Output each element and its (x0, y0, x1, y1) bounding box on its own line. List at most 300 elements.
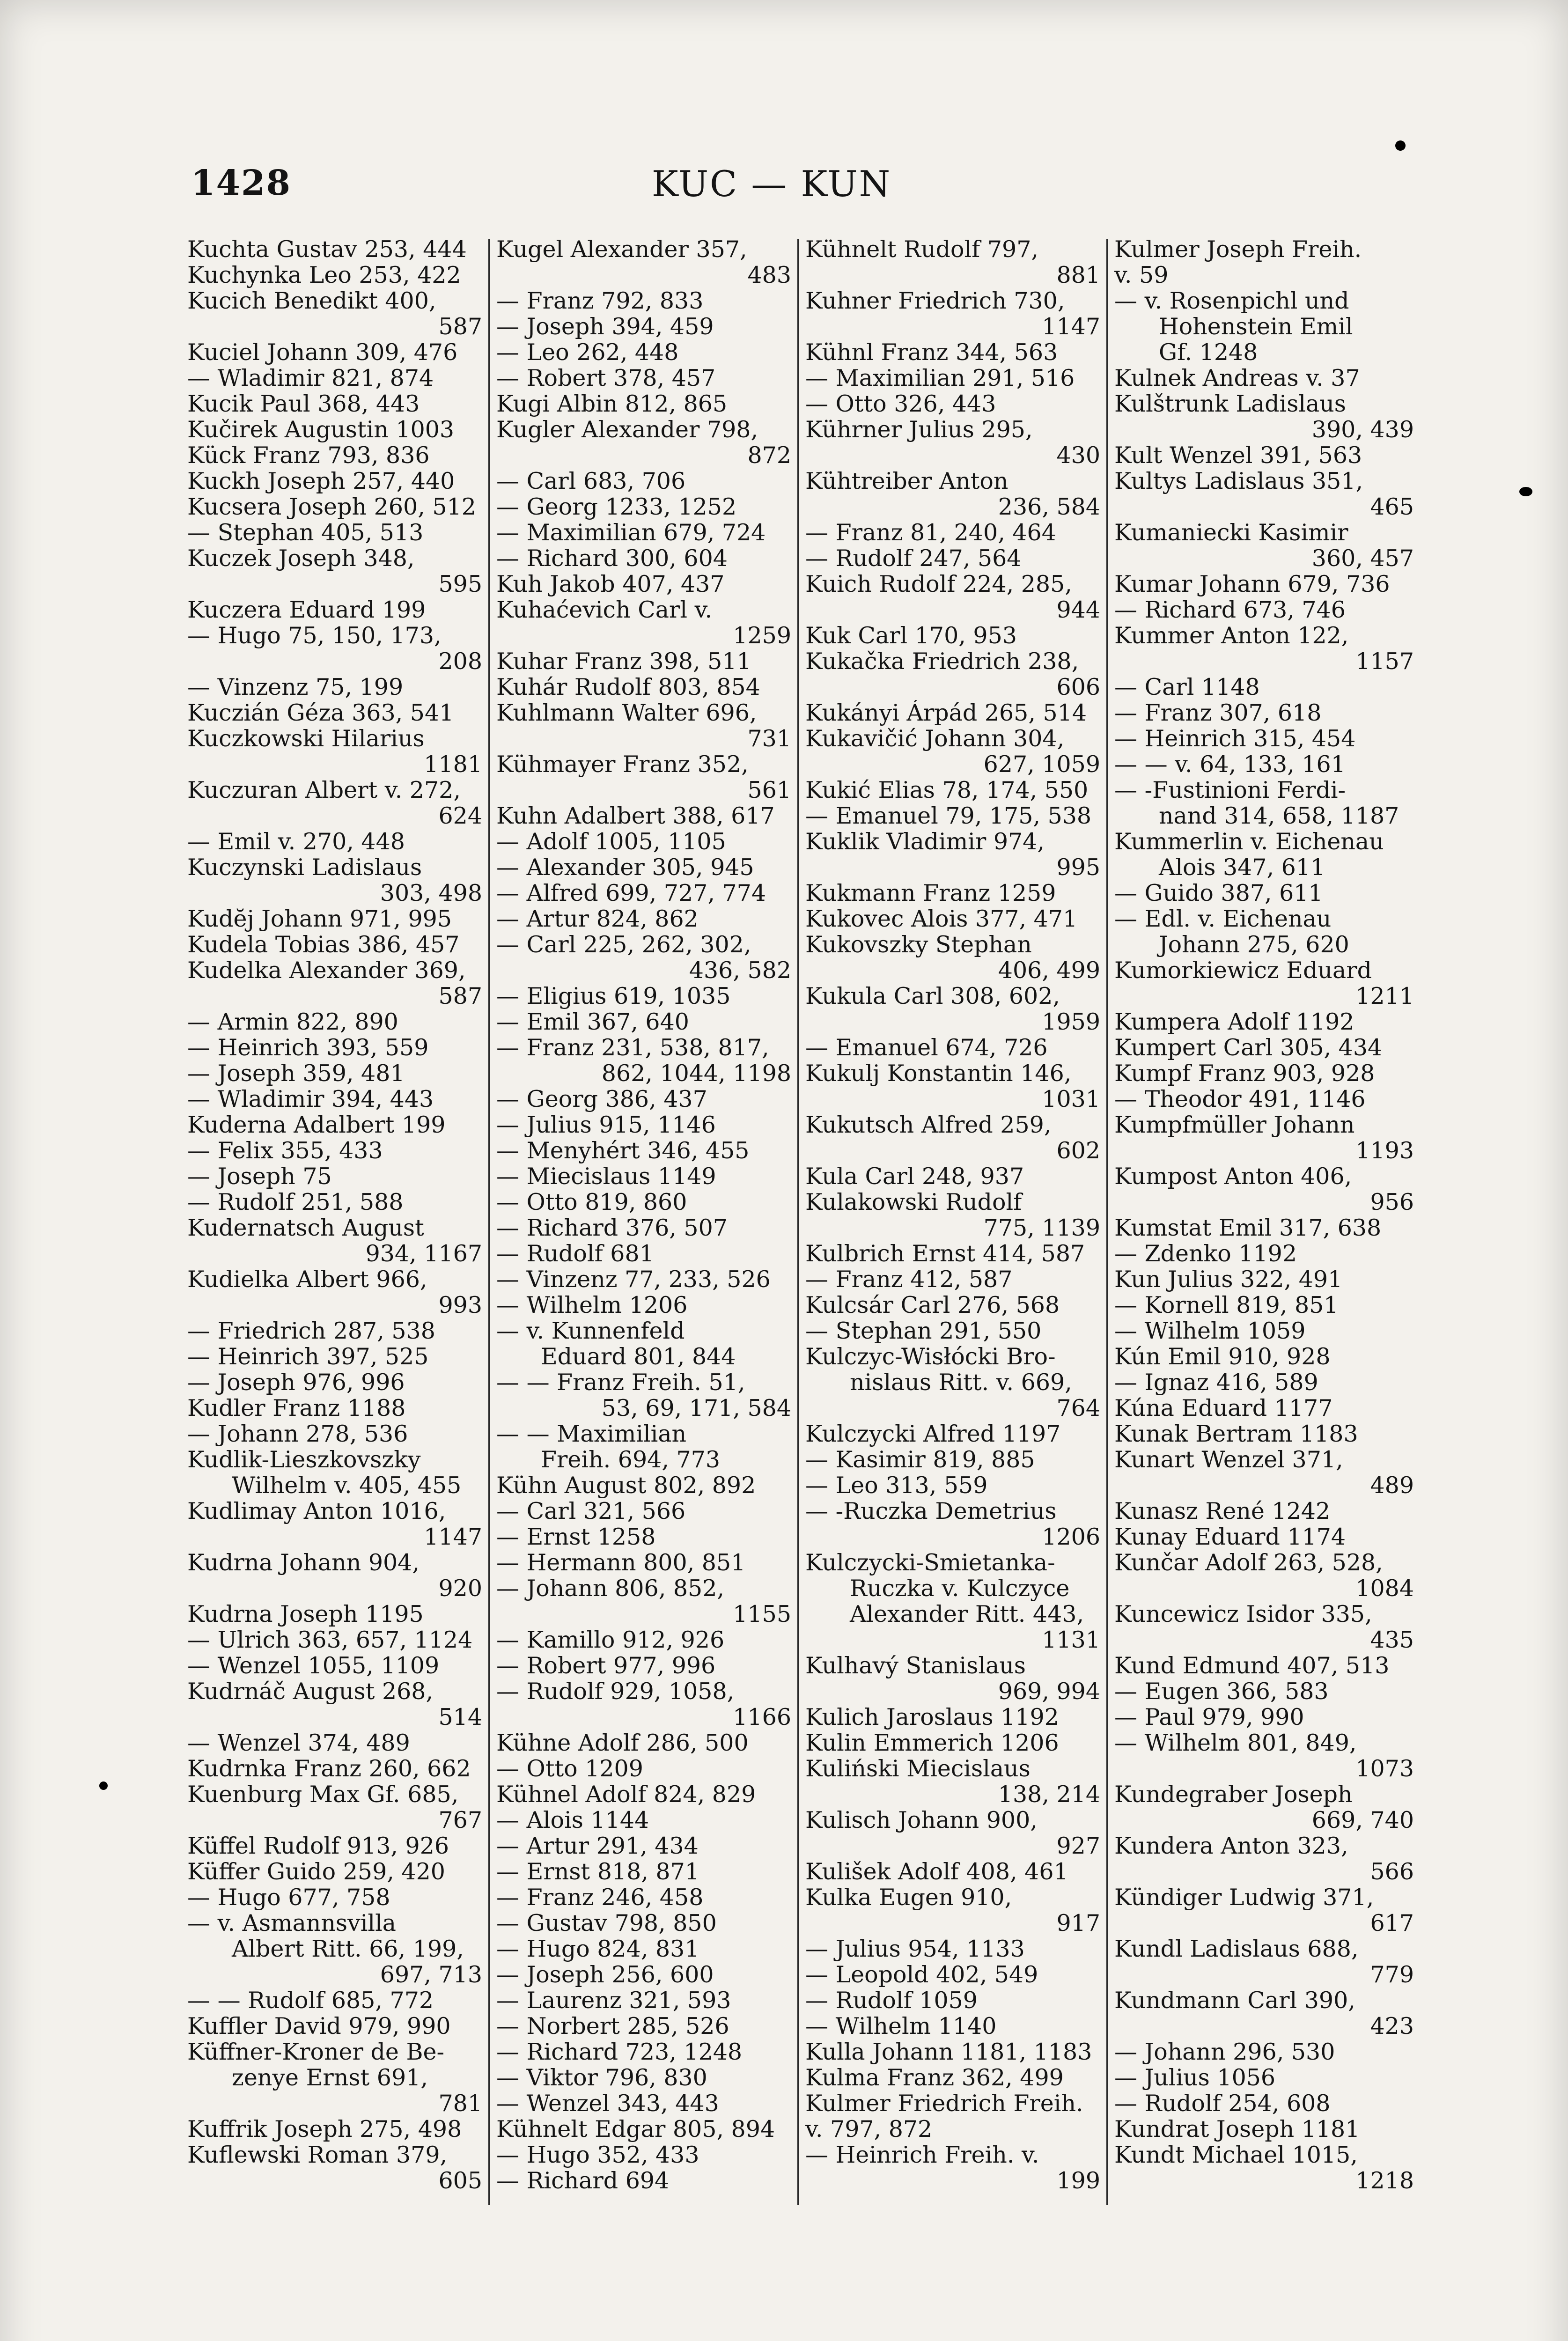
index-entry: — -Ruczka Demetrius (805, 1498, 1057, 1524)
index-entry: Kudlimay Anton 1016, (187, 1498, 446, 1524)
index-entry: Kudrnáč August 268, (187, 1678, 434, 1704)
index-entry: 602 (1056, 1138, 1100, 1163)
index-entry: — Maximilian 291, 516 (805, 365, 1075, 391)
index-entry: — — Franz Freih. 51, (496, 1369, 745, 1395)
index-entry: — Emanuel 79, 175, 538 (805, 803, 1092, 829)
index-entry: Kun Julius 322, 491 (1114, 1266, 1343, 1292)
index-entry: 423 (1370, 2013, 1414, 2039)
index-entry: — Joseph 394, 459 (496, 314, 714, 339)
index-entry: 406, 499 (998, 957, 1100, 983)
index-entry: Küffner-Kroner de Be- (187, 2039, 445, 2065)
index-entry: — Artur 291, 434 (496, 1833, 699, 1859)
index-entry: — Julius 1056 (1114, 2065, 1276, 2091)
index-entry: Kudler Franz 1188 (187, 1395, 406, 1421)
index-entry: 1193 (1355, 1138, 1414, 1163)
index-entry: — Leo 262, 448 (496, 339, 679, 365)
index-entry: 627, 1059 (983, 751, 1100, 777)
index-entry: — Armin 822, 890 (187, 1009, 398, 1035)
column-3 (805, 236, 1100, 2222)
index-entry: 881 (1056, 262, 1100, 288)
index-entry: 872 (747, 442, 791, 468)
index-entry: nand 314, 658, 1187 (1159, 803, 1399, 829)
index-entry: — — Rudolf 685, 772 (187, 1988, 434, 2013)
index-entry: — Guido 387, 611 (1114, 880, 1323, 906)
index-entry: — v. Kunnenfeld (496, 1318, 685, 1344)
index-entry: Kudrna Johann 904, (187, 1550, 420, 1575)
index-entry: — Wladimir 821, 874 (187, 365, 434, 391)
index-entry: — Stephan 405, 513 (187, 520, 424, 545)
index-entry: — Franz 231, 538, 817, (496, 1035, 769, 1060)
index-entry: — Adolf 1005, 1105 (496, 829, 726, 854)
index-entry: — Franz 246, 458 (496, 1885, 704, 1910)
index-entry: — Carl 225, 262, 302, (496, 932, 751, 957)
index-entry: 669, 740 (1311, 1807, 1414, 1833)
index-entry: Kugi Albin 812, 865 (496, 391, 728, 417)
index-entry: Kuczkowski Hilarius (187, 726, 425, 751)
index-entry: Kulišek Adolf 408, 461 (805, 1859, 1068, 1885)
index-entry: Kuk Carl 170, 953 (805, 623, 1017, 648)
index-entry: Kulcsár Carl 276, 568 (805, 1292, 1060, 1318)
index-entry: — Ignaz 416, 589 (1114, 1369, 1318, 1395)
index-entry: — Alexander 305, 945 (496, 854, 754, 880)
index-entry: Alexander Ritt. 443, (850, 1601, 1084, 1627)
index-entry: Kuczek Joseph 348, (187, 545, 415, 571)
index-entry: — Heinrich 315, 454 (1114, 726, 1356, 751)
index-entry: Kulisch Johann 900, (805, 1807, 1038, 1833)
index-entry: Kudrnka Franz 260, 662 (187, 1756, 471, 1782)
index-entry: Kundegraber Joseph (1114, 1782, 1353, 1807)
index-entry: — Eligius 619, 1035 (496, 983, 731, 1009)
index-entry: Kučirek Augustin 1003 (187, 417, 455, 442)
index-entry: Kuflewski Roman 379, (187, 2142, 448, 2168)
index-entry: — Robert 378, 457 (496, 365, 716, 391)
index-entry: — Georg 1233, 1252 (496, 494, 737, 520)
index-entry: Kudielka Albert 966, (187, 1266, 427, 1292)
index-entry: — Carl 683, 706 (496, 468, 686, 494)
index-entry: — Wilhelm 801, 849, (1114, 1730, 1357, 1756)
index-entry: 920 (438, 1575, 482, 1601)
index-entry: — Otto 819, 860 (496, 1189, 687, 1215)
index-entry: 1131 (1042, 1627, 1100, 1653)
index-entry: — Kornell 819, 851 (1114, 1292, 1339, 1318)
index-entry: — Norbert 285, 526 (496, 2013, 729, 2039)
index-entry: Kukić Elias 78, 174, 550 (805, 777, 1089, 803)
index-entry: Kühnelt Rudolf 797, (805, 236, 1038, 262)
index-entry: — Emil v. 270, 448 (187, 829, 405, 854)
index-entry: Kuchta Gustav 253, 444 (187, 236, 467, 262)
index-entry: Freih. 694, 773 (541, 1447, 721, 1472)
index-entry: — Wilhelm 1140 (805, 2013, 997, 2039)
index-entry: — Kamillo 912, 926 (496, 1627, 725, 1653)
index-entry: 1084 (1355, 1575, 1414, 1601)
index-entry: Kundt Michael 1015, (1114, 2142, 1358, 2168)
index-entry: zenye Ernst 691, (232, 2065, 428, 2091)
index-entry: — Alfred 699, 727, 774 (496, 880, 766, 906)
index-entry: 1166 (733, 1704, 791, 1730)
column-4 (1114, 236, 1414, 2222)
index-entry: Kucsera Joseph 260, 512 (187, 494, 476, 520)
index-entry: 430 (1056, 442, 1100, 468)
index-entry: Alois 347, 611 (1159, 854, 1325, 880)
index-entry: Kugel Alexander 357, (496, 236, 747, 262)
index-entry: Kuhlmann Walter 696, (496, 700, 757, 726)
index-entry: Kuczián Géza 363, 541 (187, 700, 454, 726)
index-entry: 934, 1167 (365, 1241, 482, 1266)
index-entry: 993 (438, 1292, 482, 1318)
index-entry: — Joseph 256, 600 (496, 1962, 714, 1988)
index-entry: — Carl 321, 566 (496, 1498, 686, 1524)
index-entry: Kudelka Alexander 369, (187, 957, 466, 983)
index-entry: 995 (1056, 854, 1100, 880)
index-entry: 1218 (1355, 2168, 1414, 2194)
index-entry: Kumaniecki Kasimir (1114, 520, 1348, 545)
index-entry: Kulmer Joseph Freih. (1114, 236, 1362, 262)
index-entry: Kudrna Joseph 1195 (187, 1601, 424, 1627)
index-entry: Kuczynski Ladislaus (187, 854, 422, 880)
index-entry: — Wilhelm 1206 (496, 1292, 688, 1318)
index-entry: — Ernst 818, 871 (496, 1859, 699, 1885)
index-entry: 138, 214 (998, 1782, 1100, 1807)
index-entry: Kulin Emmerich 1206 (805, 1730, 1059, 1756)
index-entry: 862, 1044, 1198 (601, 1060, 791, 1086)
index-entry: Kugler Alexander 798, (496, 417, 758, 442)
index-entry: Kunay Eduard 1174 (1114, 1524, 1346, 1550)
index-entry: — Wenzel 1055, 1109 (187, 1653, 440, 1678)
index-entry: Kulhavý Stanislaus (805, 1653, 1026, 1678)
column-2 (496, 236, 791, 2222)
index-entry: 764 (1056, 1395, 1100, 1421)
index-entry: — Laurenz 321, 593 (496, 1988, 731, 2013)
index-entry: — Artur 824, 862 (496, 906, 699, 932)
index-entry: — Richard 673, 746 (1114, 597, 1346, 623)
index-entry: — Hugo 677, 758 (187, 1885, 390, 1910)
index-entry: — Wenzel 374, 489 (187, 1730, 410, 1756)
index-entry: Kühnl Franz 344, 563 (805, 339, 1058, 365)
index-entry: 767 (438, 1807, 482, 1833)
index-entry: Kudela Tobias 386, 457 (187, 932, 460, 957)
index-entry: 435 (1370, 1627, 1414, 1653)
index-entry: Kühmayer Franz 352, (496, 751, 749, 777)
index-entry: 1073 (1355, 1756, 1414, 1782)
index-entry: Kuczera Eduard 199 (187, 597, 426, 623)
index-entry: Kúna Eduard 1177 (1114, 1395, 1333, 1421)
index-entry: 779 (1370, 1962, 1414, 1988)
running-head: KUC — KUN (651, 163, 892, 205)
index-entry: Kuchynka Leo 253, 422 (187, 262, 461, 288)
index-entry: 566 (1370, 1859, 1414, 1885)
index-entry: 514 (438, 1704, 482, 1730)
index-entry: — Carl 1148 (1114, 674, 1260, 700)
index-entry: — Zdenko 1192 (1114, 1241, 1297, 1266)
index-entry: — — v. 64, 133, 161 (1114, 751, 1346, 777)
index-entry: Kundmann Carl 390, (1114, 1988, 1355, 2013)
index-entry: — Georg 386, 437 (496, 1086, 707, 1112)
index-entry: 927 (1056, 1833, 1100, 1859)
index-entry: Kühnelt Edgar 805, 894 (496, 2116, 775, 2142)
index-entry: — Heinrich 397, 525 (187, 1344, 429, 1369)
index-entry: — Vinzenz 75, 199 (187, 674, 404, 700)
index-entry: — Rudolf 681 (496, 1241, 654, 1266)
index-entry: — Vinzenz 77, 233, 526 (496, 1266, 771, 1292)
index-entry: — Rudolf 251, 588 (187, 1189, 404, 1215)
index-entry: Kuenburg Max Gf. 685, (187, 1782, 459, 1807)
index-entry: — Richard 694 (496, 2168, 670, 2194)
index-entry: Kulczyc-Wisłócki Bro- (805, 1344, 1056, 1369)
index-entry: — Ulrich 363, 657, 1124 (187, 1627, 473, 1653)
index-entry: Kuhner Friedrich 730, (805, 288, 1065, 314)
index-entry: Kumorkiewicz Eduard (1114, 957, 1372, 983)
index-entry: Kuckh Joseph 257, 440 (187, 468, 455, 494)
index-entry: nislaus Ritt. v. 669, (850, 1369, 1072, 1395)
index-entry: Kudernatsch August (187, 1215, 424, 1241)
index-entry: Kukovszky Stephan (805, 932, 1032, 957)
index-entry: Kulbrich Ernst 414, 587 (805, 1241, 1085, 1266)
index-entry: Kult Wenzel 391, 563 (1114, 442, 1362, 468)
index-entry: Kühnel Adolf 824, 829 (496, 1782, 756, 1807)
index-entry: 697, 713 (380, 1962, 482, 1988)
index-entry: — Otto 326, 443 (805, 391, 996, 417)
index-entry: Kühne Adolf 286, 500 (496, 1730, 749, 1756)
index-entry: — Rudolf 254, 608 (1114, 2091, 1331, 2116)
index-entry: Albert Ritt. 66, 199, (232, 1936, 464, 1962)
index-entry: — Paul 979, 990 (1114, 1704, 1304, 1730)
index-entry: 483 (747, 262, 791, 288)
index-entry: 1031 (1042, 1086, 1100, 1112)
index-entry: Kukányi Árpád 265, 514 (805, 700, 1087, 726)
index-entry: Kunart Wenzel 371, (1114, 1447, 1343, 1472)
index-entry: 587 (438, 983, 482, 1009)
index-entry: Kuh Jakob 407, 437 (496, 571, 725, 597)
index-entry: 956 (1370, 1189, 1414, 1215)
index-entry: Kuhar Franz 398, 511 (496, 648, 751, 674)
index-entry: 969, 994 (998, 1678, 1100, 1704)
ink-blot (1519, 487, 1532, 496)
index-entry: Kummer Anton 122, (1114, 623, 1349, 648)
index-entry: Kück Franz 793, 836 (187, 442, 430, 468)
index-entry: 917 (1056, 1910, 1100, 1936)
index-entry: Kuhár Rudolf 803, 854 (496, 674, 760, 700)
index-entry: 605 (438, 2168, 482, 2194)
index-entry: Kulma Franz 362, 499 (805, 2065, 1064, 2091)
index-entry: Küffel Rudolf 913, 926 (187, 1833, 449, 1859)
index-entry: Kuncewicz Isidor 335, (1114, 1601, 1372, 1627)
index-entry: — Leo 313, 559 (805, 1472, 988, 1498)
index-entry: Kukovec Alois 377, 471 (805, 906, 1078, 932)
index-entry: 731 (747, 726, 791, 751)
index-entry: Kumstat Emil 317, 638 (1114, 1215, 1382, 1241)
index-entry: Kucich Benedikt 400, (187, 288, 436, 314)
index-entry: — Rudolf 929, 1058, (496, 1678, 735, 1704)
index-entry: Kulczycki-Smietanka- (805, 1550, 1055, 1575)
page-header (191, 163, 1352, 214)
index-entry: 1157 (1355, 648, 1414, 674)
index-entry: Johann 275, 620 (1159, 932, 1349, 957)
column-rule (1106, 239, 1108, 2205)
index-entry: — — Maximilian (496, 1421, 687, 1447)
index-entry: Kumpf Franz 903, 928 (1114, 1060, 1375, 1086)
index-entry: Kula Carl 248, 937 (805, 1163, 1024, 1189)
index-entry: 595 (438, 571, 482, 597)
index-entry: Kührner Julius 295, (805, 417, 1033, 442)
index-entry: 1181 (424, 751, 482, 777)
index-entry: 781 (438, 2091, 482, 2116)
index-entry: — Maximilian 679, 724 (496, 520, 766, 545)
index-entry: 1959 (1042, 1009, 1100, 1035)
index-entry: Kulakowski Rudolf (805, 1189, 1022, 1215)
index-entry: Kundrat Joseph 1181 (1114, 2116, 1360, 2142)
index-entry: — Franz 81, 240, 464 (805, 520, 1056, 545)
index-entry: Kunčar Adolf 263, 528, (1114, 1550, 1383, 1575)
index-entry: Kucik Paul 368, 443 (187, 391, 420, 417)
index-entry: 465 (1370, 494, 1414, 520)
index-entry: Kukutsch Alfred 259, (805, 1112, 1052, 1138)
index-entry: Kühn August 802, 892 (496, 1472, 756, 1498)
index-entry: — Johann 278, 536 (187, 1421, 408, 1447)
index-entry: Kulczycki Alfred 1197 (805, 1421, 1061, 1447)
index-entry: Kuffrik Joseph 275, 498 (187, 2116, 462, 2142)
index-entry: Kukulj Konstantin 146, (805, 1060, 1072, 1086)
index-entry: v. 59 (1114, 262, 1169, 288)
index-entry: 587 (438, 314, 482, 339)
index-entry: — Friedrich 287, 538 (187, 1318, 435, 1344)
index-entry: Kühtreiber Anton (805, 468, 1009, 494)
index-entry: — Viktor 796, 830 (496, 2065, 707, 2091)
index-entry: — Otto 1209 (496, 1756, 643, 1782)
index-entry: — Franz 307, 618 (1114, 700, 1322, 726)
index-entry: Kuciel Johann 309, 476 (187, 339, 458, 365)
index-entry: — Hermann 800, 851 (496, 1550, 746, 1575)
index-entry: Kuderna Adalbert 199 (187, 1112, 446, 1138)
index-entry: 1211 (1355, 983, 1414, 1009)
index-entry: Kuczuran Albert v. 272, (187, 777, 461, 803)
index-entry: Kummerlin v. Eichenau (1114, 829, 1384, 854)
index-entry: Kundl Ladislaus 688, (1114, 1936, 1359, 1962)
index-entry: Kumar Johann 679, 736 (1114, 571, 1390, 597)
index-entry: Kuich Rudolf 224, 285, (805, 571, 1072, 597)
ink-blot (99, 1782, 108, 1790)
index-entry: — Eugen 366, 583 (1114, 1678, 1329, 1704)
index-entry: — Joseph 976, 996 (187, 1369, 405, 1395)
index-entry: — Heinrich Freih. v. (805, 2142, 1039, 2168)
index-entry: — Richard 723, 1248 (496, 2039, 743, 2065)
index-entry: Ruczka v. Kulczyce (850, 1575, 1070, 1601)
index-entry: Kumpfmüller Johann (1114, 1112, 1355, 1138)
index-entry: Kuhaćevich Carl v. (496, 597, 713, 623)
index-entry: Kudĕj Johann 971, 995 (187, 906, 452, 932)
index-entry: 236, 584 (998, 494, 1100, 520)
index-entry: Kulla Johann 1181, 1183 (805, 2039, 1092, 2065)
index-entry: — v. Rosenpichl und (1114, 288, 1349, 314)
index-entry: Hohenstein Emil (1159, 314, 1353, 339)
index-entry: 561 (747, 777, 791, 803)
index-entry: — Felix 355, 433 (187, 1138, 383, 1163)
index-entry: Kündiger Ludwig 371, (1114, 1885, 1374, 1910)
index-entry: — Stephan 291, 550 (805, 1318, 1042, 1344)
page-number: 1428 (191, 163, 291, 203)
index-entry: 775, 1139 (983, 1215, 1100, 1241)
index-entry: — Rudolf 247, 564 (805, 545, 1022, 571)
index-entry: — Julius 915, 1146 (496, 1112, 716, 1138)
index-entry: Kuffler David 979, 990 (187, 2013, 451, 2039)
index-entry: — Johann 296, 530 (1114, 2039, 1335, 2065)
index-entry: — Joseph 75 (187, 1163, 332, 1189)
index-entry: — Leopold 402, 549 (805, 1962, 1038, 1988)
index-entry: Kudlik-Lieszkovszky (187, 1447, 421, 1472)
index-entry: Kuliński Miecislaus (805, 1756, 1031, 1782)
index-entry: — Emanuel 674, 726 (805, 1035, 1048, 1060)
index-entry: Kultys Ladislaus 351, (1114, 468, 1363, 494)
index-entry: 1155 (733, 1601, 791, 1627)
index-entry: Kumpera Adolf 1192 (1114, 1009, 1355, 1035)
index-entry: 489 (1370, 1472, 1414, 1498)
column-rule (488, 239, 490, 2205)
index-entry: — Joseph 359, 481 (187, 1060, 405, 1086)
index-entry: — Ernst 1258 (496, 1524, 656, 1550)
index-entry: Eduard 801, 844 (541, 1344, 736, 1369)
index-entry: — Franz 792, 833 (496, 288, 704, 314)
index-entry: 208 (438, 648, 482, 674)
ink-blot (1395, 140, 1406, 151)
index-entry: — Franz 412, 587 (805, 1266, 1013, 1292)
index-entry: 199 (1056, 2168, 1100, 2194)
index-entry: 1147 (424, 1524, 482, 1550)
index-entry: — Richard 376, 507 (496, 1215, 728, 1241)
index-entry: — Wladimir 394, 443 (187, 1086, 434, 1112)
index-entry: 303, 498 (380, 880, 482, 906)
index-entry: 53, 69, 171, 584 (601, 1395, 791, 1421)
index-entry: — Edl. v. Eichenau (1114, 906, 1332, 932)
index-entry: 606 (1056, 674, 1100, 700)
index-entry: — Hugo 352, 433 (496, 2142, 699, 2168)
index-entry: Kulmer Friedrich Freih. (805, 2091, 1083, 2116)
column-rule (797, 239, 799, 2205)
index-entry: 624 (438, 803, 482, 829)
index-entry: Kukmann Franz 1259 (805, 880, 1056, 906)
index-entry: 1147 (1042, 314, 1100, 339)
index-entry: Küffer Guido 259, 420 (187, 1859, 445, 1885)
index-entry: Kún Emil 910, 928 (1114, 1344, 1331, 1369)
index-entry: Kulka Eugen 910, (805, 1885, 1012, 1910)
index-entry: — Gustav 798, 850 (496, 1910, 717, 1936)
index-entry: — Miecislaus 1149 (496, 1163, 716, 1189)
index-entry: 617 (1370, 1910, 1414, 1936)
index-entry: 390, 439 (1311, 417, 1414, 442)
index-entry: — Alois 1144 (496, 1807, 649, 1833)
index-entry: — Julius 954, 1133 (805, 1936, 1025, 1962)
index-entry: Gf. 1248 (1159, 339, 1258, 365)
index-entry: Kuhn Adalbert 388, 617 (496, 803, 775, 829)
index-entry: Kukačka Friedrich 238, (805, 648, 1079, 674)
index-entry: — Heinrich 393, 559 (187, 1035, 429, 1060)
index-entry: Kund Edmund 407, 513 (1114, 1653, 1390, 1678)
index-entry: Kumpost Anton 406, (1114, 1163, 1352, 1189)
index-entry: — -Fustinioni Ferdi- (1114, 777, 1346, 803)
index-entry: — v. Asmannsvilla (187, 1910, 396, 1936)
index-entry: Kukula Carl 308, 602, (805, 983, 1060, 1009)
index-entry: 436, 582 (689, 957, 791, 983)
index-entry: — Johann 806, 852, (496, 1575, 724, 1601)
index-entry: Kumpert Carl 305, 434 (1114, 1035, 1383, 1060)
index-entry: Wilhelm v. 405, 455 (232, 1472, 462, 1498)
column-1 (187, 236, 482, 2222)
index-entry: — Hugo 824, 831 (496, 1936, 699, 1962)
index-entry: — Hugo 75, 150, 173, (187, 623, 442, 648)
index-entry: Kulštrunk Ladislaus (1114, 391, 1346, 417)
index-entry: — Emil 367, 640 (496, 1009, 689, 1035)
index-entry: — Menyhért 346, 455 (496, 1138, 750, 1163)
index-entry: — Wenzel 343, 443 (496, 2091, 719, 2116)
index-entry: — Kasimir 819, 885 (805, 1447, 1035, 1472)
